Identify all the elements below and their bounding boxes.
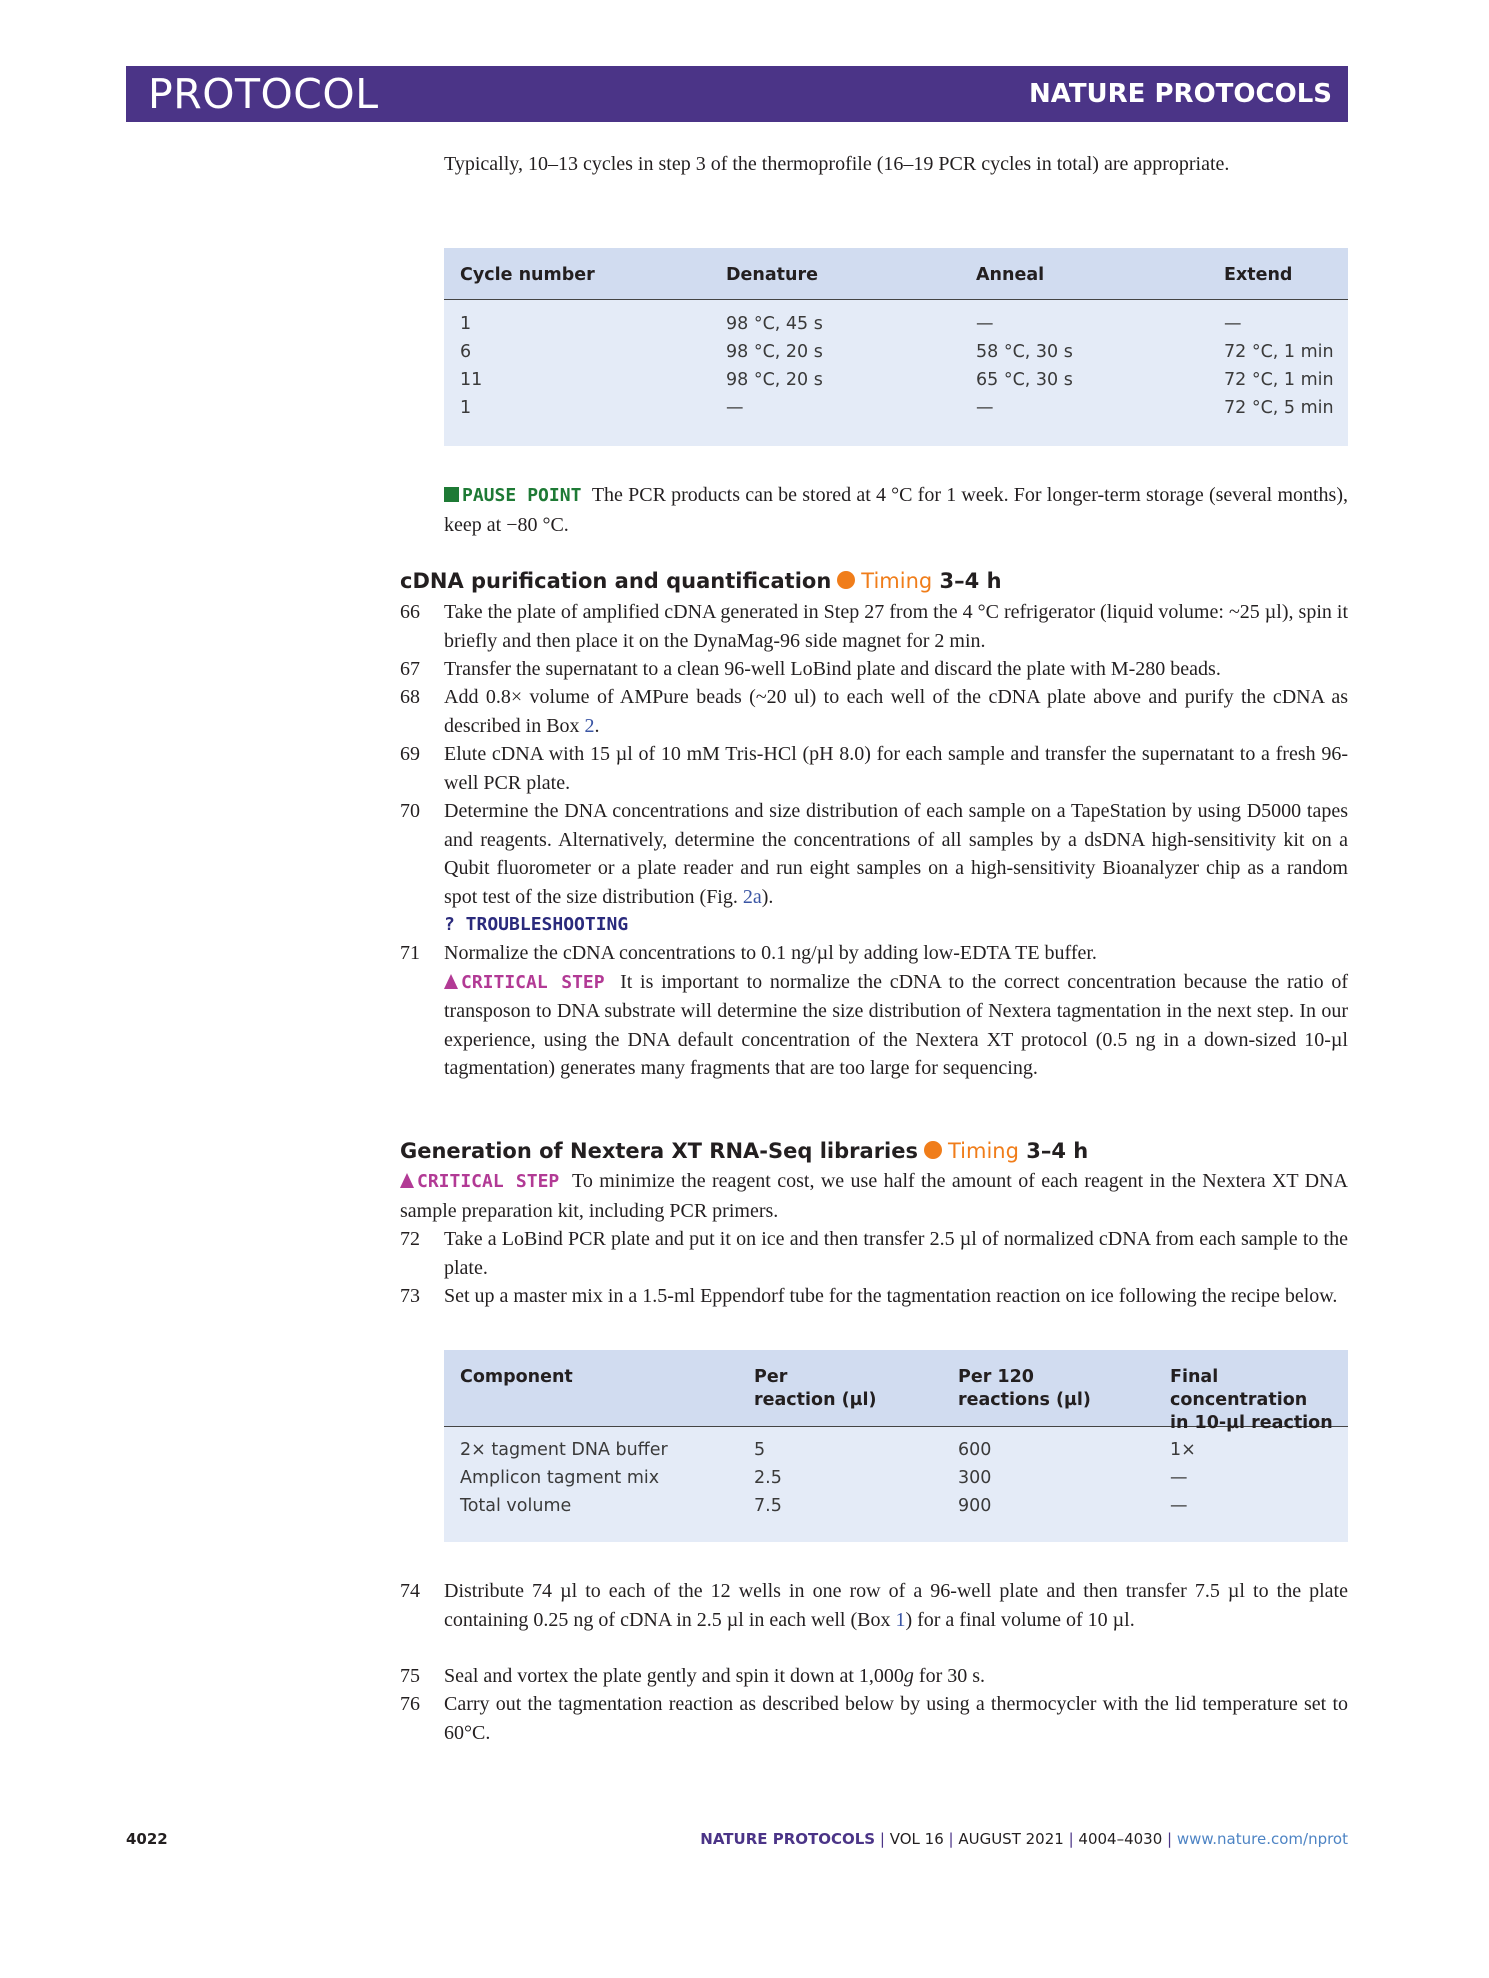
table-cell: 2× tagment DNA buffer (460, 1440, 668, 1460)
footer-journal: NATURE PROTOCOLS (700, 1830, 876, 1848)
step-number: 67 (400, 658, 420, 680)
step-text: Set up a master mix in a 1.5-ml Eppendorf tube for the tagmentation reaction on ice following the recipe below. (444, 1285, 1338, 1307)
table-cell: 1× (1170, 1440, 1196, 1460)
mix-col-component: Component (460, 1367, 573, 1387)
table-cell: 2.5 (754, 1468, 782, 1488)
step-number: 73 (400, 1285, 420, 1307)
table-cell: 58 °C, 30 s (976, 342, 1073, 362)
step-text: Distribute 74 µl to each of the 12 wells in one row of a 96-well plate and then transfer 7.5 µl to the plate containing 0.25 ng of cDNA in 2.5 µl in each well (Box 1) for a final volume of 10 µl. (444, 1580, 1348, 1631)
table-cell: — (1224, 314, 1242, 334)
page-number: 4022 (126, 1830, 168, 1848)
table-cell: — (1170, 1496, 1188, 1516)
table-cell: 900 (958, 1496, 992, 1516)
footer-citation: NATURE PROTOCOLS | VOL 16 | AUGUST 2021 | 4004–4030 | www.nature.com/nprot (700, 1830, 1348, 1848)
header-banner (126, 66, 1348, 122)
step-71 (400, 939, 1348, 1083)
step-text: Add 0.8× volume of AMPure beads (~20 ul) to each well of the cDNA plate above and purify the cDNA as described in Box 2. (444, 686, 1348, 737)
table-cell: — (1170, 1468, 1188, 1488)
pcr-col-anneal: Anneal (976, 265, 1045, 285)
step-69 (400, 740, 1348, 797)
timing-label: Timing (948, 1139, 1019, 1163)
table-cell: 1 (460, 314, 472, 334)
pause-point-label: PAUSE POINT (462, 485, 582, 506)
timing-value: 3–4 h (1026, 1139, 1089, 1163)
step-74 (400, 1577, 1348, 1634)
intro-paragraph: Typically, 10–13 cycles in step 3 of the thermoprofile (16–19 PCR cycles in total) are appropriate. (444, 153, 1230, 175)
table-cell: 1 (460, 398, 472, 418)
figure-link[interactable]: 2a (742, 885, 762, 908)
step-text: Elute cDNA with 15 µl of 10 mM Tris-HCl (pH 8.0) for each sample and transfer the supernatant to a fresh 96-well PCR plate. (444, 743, 1348, 794)
table-cell: 5 (754, 1440, 766, 1460)
timing-value: 3–4 h (939, 569, 1002, 593)
mix-col-per-reaction: Per reaction (µl) (754, 1367, 877, 1410)
box-link[interactable]: 1 (895, 1608, 906, 1631)
timing-dot-icon (837, 571, 855, 589)
tagmentation-mix-table (444, 1350, 1348, 1542)
step-70 (400, 797, 1348, 940)
table-cell: 600 (958, 1440, 992, 1460)
step-text: Take a LoBind PCR plate and put it on ice and then transfer 2.5 µl of normalized cDNA from each sample to the plate. (444, 1228, 1348, 1279)
step-76 (400, 1690, 1348, 1747)
step-73 (400, 1282, 1348, 1311)
pause-point-text: The PCR products can be stored at 4 °C for 1 week. For longer-term storage (several months), keep at −80 °C. (444, 484, 1348, 536)
step-text: Seal and vortex the plate gently and spin it down at 1,000g for 30 s. (444, 1665, 986, 1687)
step-number: 68 (400, 686, 420, 708)
mix-col-final-conc: Final concentration in 10-µl reaction (1170, 1367, 1333, 1433)
critical-step-label: CRITICAL STEP (417, 1171, 560, 1192)
pcr-cycle-table (444, 248, 1348, 446)
critical-step-block (400, 1167, 1348, 1225)
journal-label: NATURE PROTOCOLS (1028, 79, 1332, 109)
table-cell: 11 (460, 370, 483, 390)
table-cell: 7.5 (754, 1496, 782, 1516)
step-number: 72 (400, 1228, 420, 1250)
step-text: Normalize the cDNA concentrations to 0.1 ng/µl by adding low-EDTA TE buffer. (444, 942, 1097, 964)
pause-point (444, 481, 1348, 539)
step-text: Transfer the supernatant to a clean 96-well LoBind plate and discard the plate with M-280 beads. (444, 658, 1221, 680)
table-cell: 72 °C, 1 min (1224, 342, 1334, 362)
step-number: 69 (400, 743, 420, 765)
table-cell: 98 °C, 20 s (726, 370, 823, 390)
table-cell: 300 (958, 1468, 992, 1488)
step-72 (400, 1225, 1348, 1282)
timing-label: Timing (861, 569, 933, 593)
timing-dot-icon (924, 1141, 942, 1159)
step-number: 75 (400, 1665, 420, 1687)
step-67 (400, 655, 1348, 684)
critical-step-text: To minimize the reagent cost, we use half the amount of each reagent in the Nextera XT DNA sample preparation kit, including PCR primers. (400, 1170, 1348, 1222)
footer-volume: VOL 16 (889, 1830, 944, 1848)
footer-pages: 4004–4030 (1078, 1830, 1163, 1848)
pause-square-icon (444, 487, 459, 502)
footer-url-link[interactable]: www.nature.com/nprot (1176, 1830, 1348, 1848)
box-link[interactable]: 2 (584, 714, 595, 737)
table-cell: 72 °C, 1 min (1224, 370, 1334, 390)
section-title: Generation of Nextera XT RNA-Seq libraries (400, 1139, 918, 1163)
step-number: 76 (400, 1693, 420, 1715)
table-cell: 98 °C, 45 s (726, 314, 823, 334)
pcr-col-denature: Denature (726, 265, 818, 285)
table-cell: 72 °C, 5 min (1224, 398, 1334, 418)
table-cell: — (976, 314, 994, 334)
table-cell: Amplicon tagment mix (460, 1468, 660, 1488)
critical-step-block (444, 968, 1348, 1083)
table-cell: 98 °C, 20 s (726, 342, 823, 362)
step-75 (400, 1662, 1348, 1691)
section2-critical-step (400, 1167, 1348, 1225)
step-66 (400, 598, 1348, 655)
table-cell: — (976, 398, 994, 418)
table-cell: Total volume (460, 1496, 572, 1516)
protocol-label: PROTOCOL (148, 70, 379, 118)
step-68 (400, 683, 1348, 740)
step-text: Determine the DNA concentrations and size distribution of each sample on a TapeStation by using D5000 tapes and reagents. Alternatively, determine the concentrations of all samples by a dsDNA high-sensitivity kit on a Qubit fluorometer or a plate reader and run eight samples on a high-sensitivity Bioanalyzer chip as a random spot test of the size distribution (Fig. 2a). (444, 800, 1348, 908)
pcr-col-cycle: Cycle number (460, 265, 595, 285)
pcr-col-extend: Extend (1224, 265, 1293, 285)
step-text: Carry out the tagmentation reaction as described below by using a thermocycler with the lid temperature set to 60°C. (444, 1693, 1348, 1744)
table-cell: — (726, 398, 744, 418)
mix-col-per-120: Per 120 reactions (µl) (958, 1367, 1091, 1410)
table-cell: 6 (460, 342, 472, 362)
troubleshooting-label[interactable]: ? TROUBLESHOOTING (444, 914, 629, 935)
section-title: cDNA purification and quantification (400, 569, 832, 593)
critical-triangle-icon (444, 974, 458, 989)
step-number: 66 (400, 601, 420, 623)
critical-step-label: CRITICAL STEP (461, 971, 605, 993)
section-heading-nextera (400, 1139, 1088, 1163)
step-number: 70 (400, 800, 420, 822)
critical-step-text: It is important to normalize the cDNA to the correct concentration because the ratio of transposon to DNA substrate will determine the size distribution of Nextera tagmentation in the next step. In our experience, using the DNA default concentration of the Nextera XT protocol (0.5 ng in a down-sized 10-µl tagmentation) generates many fragments that are too large for sequencing. (444, 970, 1349, 1079)
step-number: 71 (400, 942, 420, 964)
step-number: 74 (400, 1580, 420, 1602)
critical-triangle-icon (400, 1173, 414, 1188)
table-cell: 65 °C, 30 s (976, 370, 1073, 390)
section-heading-cdna (400, 569, 1002, 593)
step-text: Take the plate of amplified cDNA generated in Step 27 from the 4 °C refrigerator (liquid volume: ~25 µl), spin it briefly and then place it on the DynaMag-96 side magnet for 2 min. (444, 601, 1348, 652)
footer-date: AUGUST 2021 (958, 1830, 1064, 1848)
